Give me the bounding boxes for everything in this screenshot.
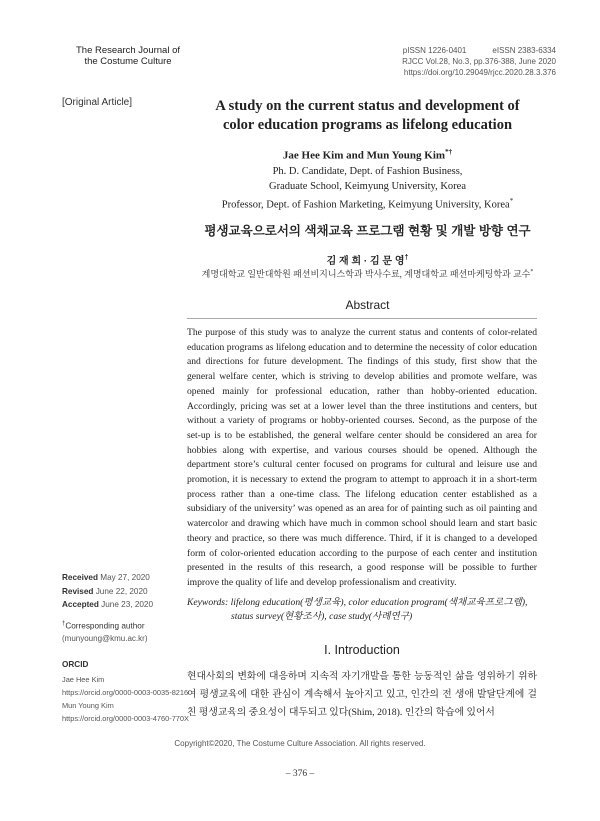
korean-affiliation xyxy=(180,267,555,280)
orcid-name-2: Mun Young Kim xyxy=(62,701,114,710)
abstract-text: The purpose of this study was to analyze the current status and contents of color-related education programs as lifelong education and to determine the necessity of color education and directions for future development. The findings of this study, first show that the general welfare center, which is striving to develop abilities and promote welfare, was opened mainly for professional education, rather than hobby-oriented education. Accordingly, pricing was set at a lower level than the three institutions and centers, but without a variety of programs or hobby-oriented courses. Second, as the purpose of the set-up is to be established, the general welfare center should be considered an area for hobbies along with expertise, and various courses should be opened. Although the department store’s cultural center focused on programs for cultural and leisure use and promotion, it is necessary to extend the program to attempt to approach it in a short-term process rather than a one-time class. The lifelong education center established as a subsidiary of the university’ was opened as an area for of painting such as oil painting and watercolor and drawing which have much in common school should learn and start basic theory and practice, so there was much difference. Third, if it is changed to a developed form of color-oriented education according to the purpose of each center and institution presented in the results of this research, a good response will be possible to further improve the quality of life and develop professionalism and creativity. xyxy=(187,327,537,588)
revised-row xyxy=(62,585,153,599)
author-names: Jae Hee Kim and Mun Young Kim xyxy=(282,149,446,162)
received-label: Received xyxy=(62,573,98,582)
issn-row xyxy=(306,45,556,56)
korean-author-names: 김 재 희 · 김 문 영 xyxy=(326,256,405,267)
keywords xyxy=(187,596,537,624)
journal-name-line2: the Costume Culture xyxy=(84,56,172,67)
corresponding-author-title xyxy=(62,621,145,631)
abstract-divider xyxy=(187,318,537,319)
eissn: eISSN 2383-6334 xyxy=(492,46,556,55)
received-row xyxy=(62,571,153,585)
journal-name-line1: The Research Journal of xyxy=(75,45,181,56)
article-title xyxy=(190,97,545,135)
journal-meta xyxy=(306,45,556,78)
accepted-row xyxy=(62,598,153,612)
corresponding-mark: † xyxy=(62,621,66,627)
accepted-date: June 23, 2020 xyxy=(101,600,154,609)
pissn: pISSN 1226-0401 xyxy=(402,46,467,55)
korean-affiliation-text: 계명대학교 일반대학원 패션비지니스학과 박사수료, 계명대학교 패션마케팅학과 교수 xyxy=(201,269,531,279)
doi-link[interactable]: https://doi.org/10.29049/rjcc.2020.28.3.376 xyxy=(403,68,556,77)
affiliation-line1: Ph. D. Candidate, Dept. of Fashion Business, xyxy=(272,166,463,177)
orcid-title: ORCID xyxy=(62,660,89,669)
affiliation-line3-text: Professor, Dept. of Fashion Marketing, Keimyung University, Korea xyxy=(221,199,510,211)
article-dates xyxy=(62,571,153,612)
orcid-list xyxy=(62,673,189,725)
affiliation-mark: * xyxy=(509,197,514,205)
korean-affiliation-mark: * xyxy=(530,269,534,275)
revised-label: Revised xyxy=(62,586,94,596)
korean-title: 평생교육으로서의 색채교육 프로그램 현황 및 개발 방향 연구 xyxy=(204,224,531,238)
revised-date: June 22, 2020 xyxy=(95,586,148,596)
title-line2: color education programs as lifelong education xyxy=(222,117,513,133)
journal-name xyxy=(58,45,198,67)
accepted-label: Accepted xyxy=(62,600,99,609)
title-line1: A study on the current status and development of xyxy=(215,98,520,114)
keywords-line1: Keywords: lifelong education(평생교육), color education program(색채교육프로그램), xyxy=(187,597,528,608)
introduction-heading: I. Introduction xyxy=(324,643,400,657)
authors xyxy=(190,148,545,162)
keywords-line2: status survey(현황조사), case study(사례연구) xyxy=(231,611,413,622)
korean-author-mark: † xyxy=(404,254,409,262)
korean-authors xyxy=(180,252,555,267)
copyright: Copyright©2020, The Costume Culture Association. All rights reserved. xyxy=(174,739,426,748)
orcid-link-1[interactable]: https://orcid.org/0000-0003-0035-8216 xyxy=(62,688,189,697)
citation: RJCC Vol.28, No.3, pp.376-388, June 2020 xyxy=(402,57,556,66)
abstract-heading: Abstract xyxy=(345,298,390,312)
orcid-name-1: Jae Hee Kim xyxy=(62,675,105,684)
orcid-link-2[interactable]: https://orcid.org/0000-0003-4760-770X xyxy=(62,714,189,723)
corresponding-email[interactable]: (munyoung@kmu.ac.kr) xyxy=(62,634,148,643)
author-mark: *† xyxy=(445,148,453,156)
affiliation-line2: Graduate School, Keimyung University, Korea xyxy=(268,181,467,192)
article-type: [Original Article] xyxy=(62,97,133,108)
page-number: – 376 – xyxy=(285,769,315,779)
received-date: May 27, 2020 xyxy=(100,573,150,582)
affiliation-line3 xyxy=(180,194,555,213)
corresponding-label: Corresponding author xyxy=(65,621,145,631)
introduction-text: 현대사회의 변화에 대응하며 지속적 자기개발을 통한 능동적인 삶을 영위하기 위하여 평생교육에 대한 관심이 계속해서 높아지고 있고, 인간의 전 생애 발달단계에 걸친 평생교육의 중요성이 대두되고 있다(Shim, 2018). 인간의 학습에 있어서 xyxy=(187,671,537,718)
